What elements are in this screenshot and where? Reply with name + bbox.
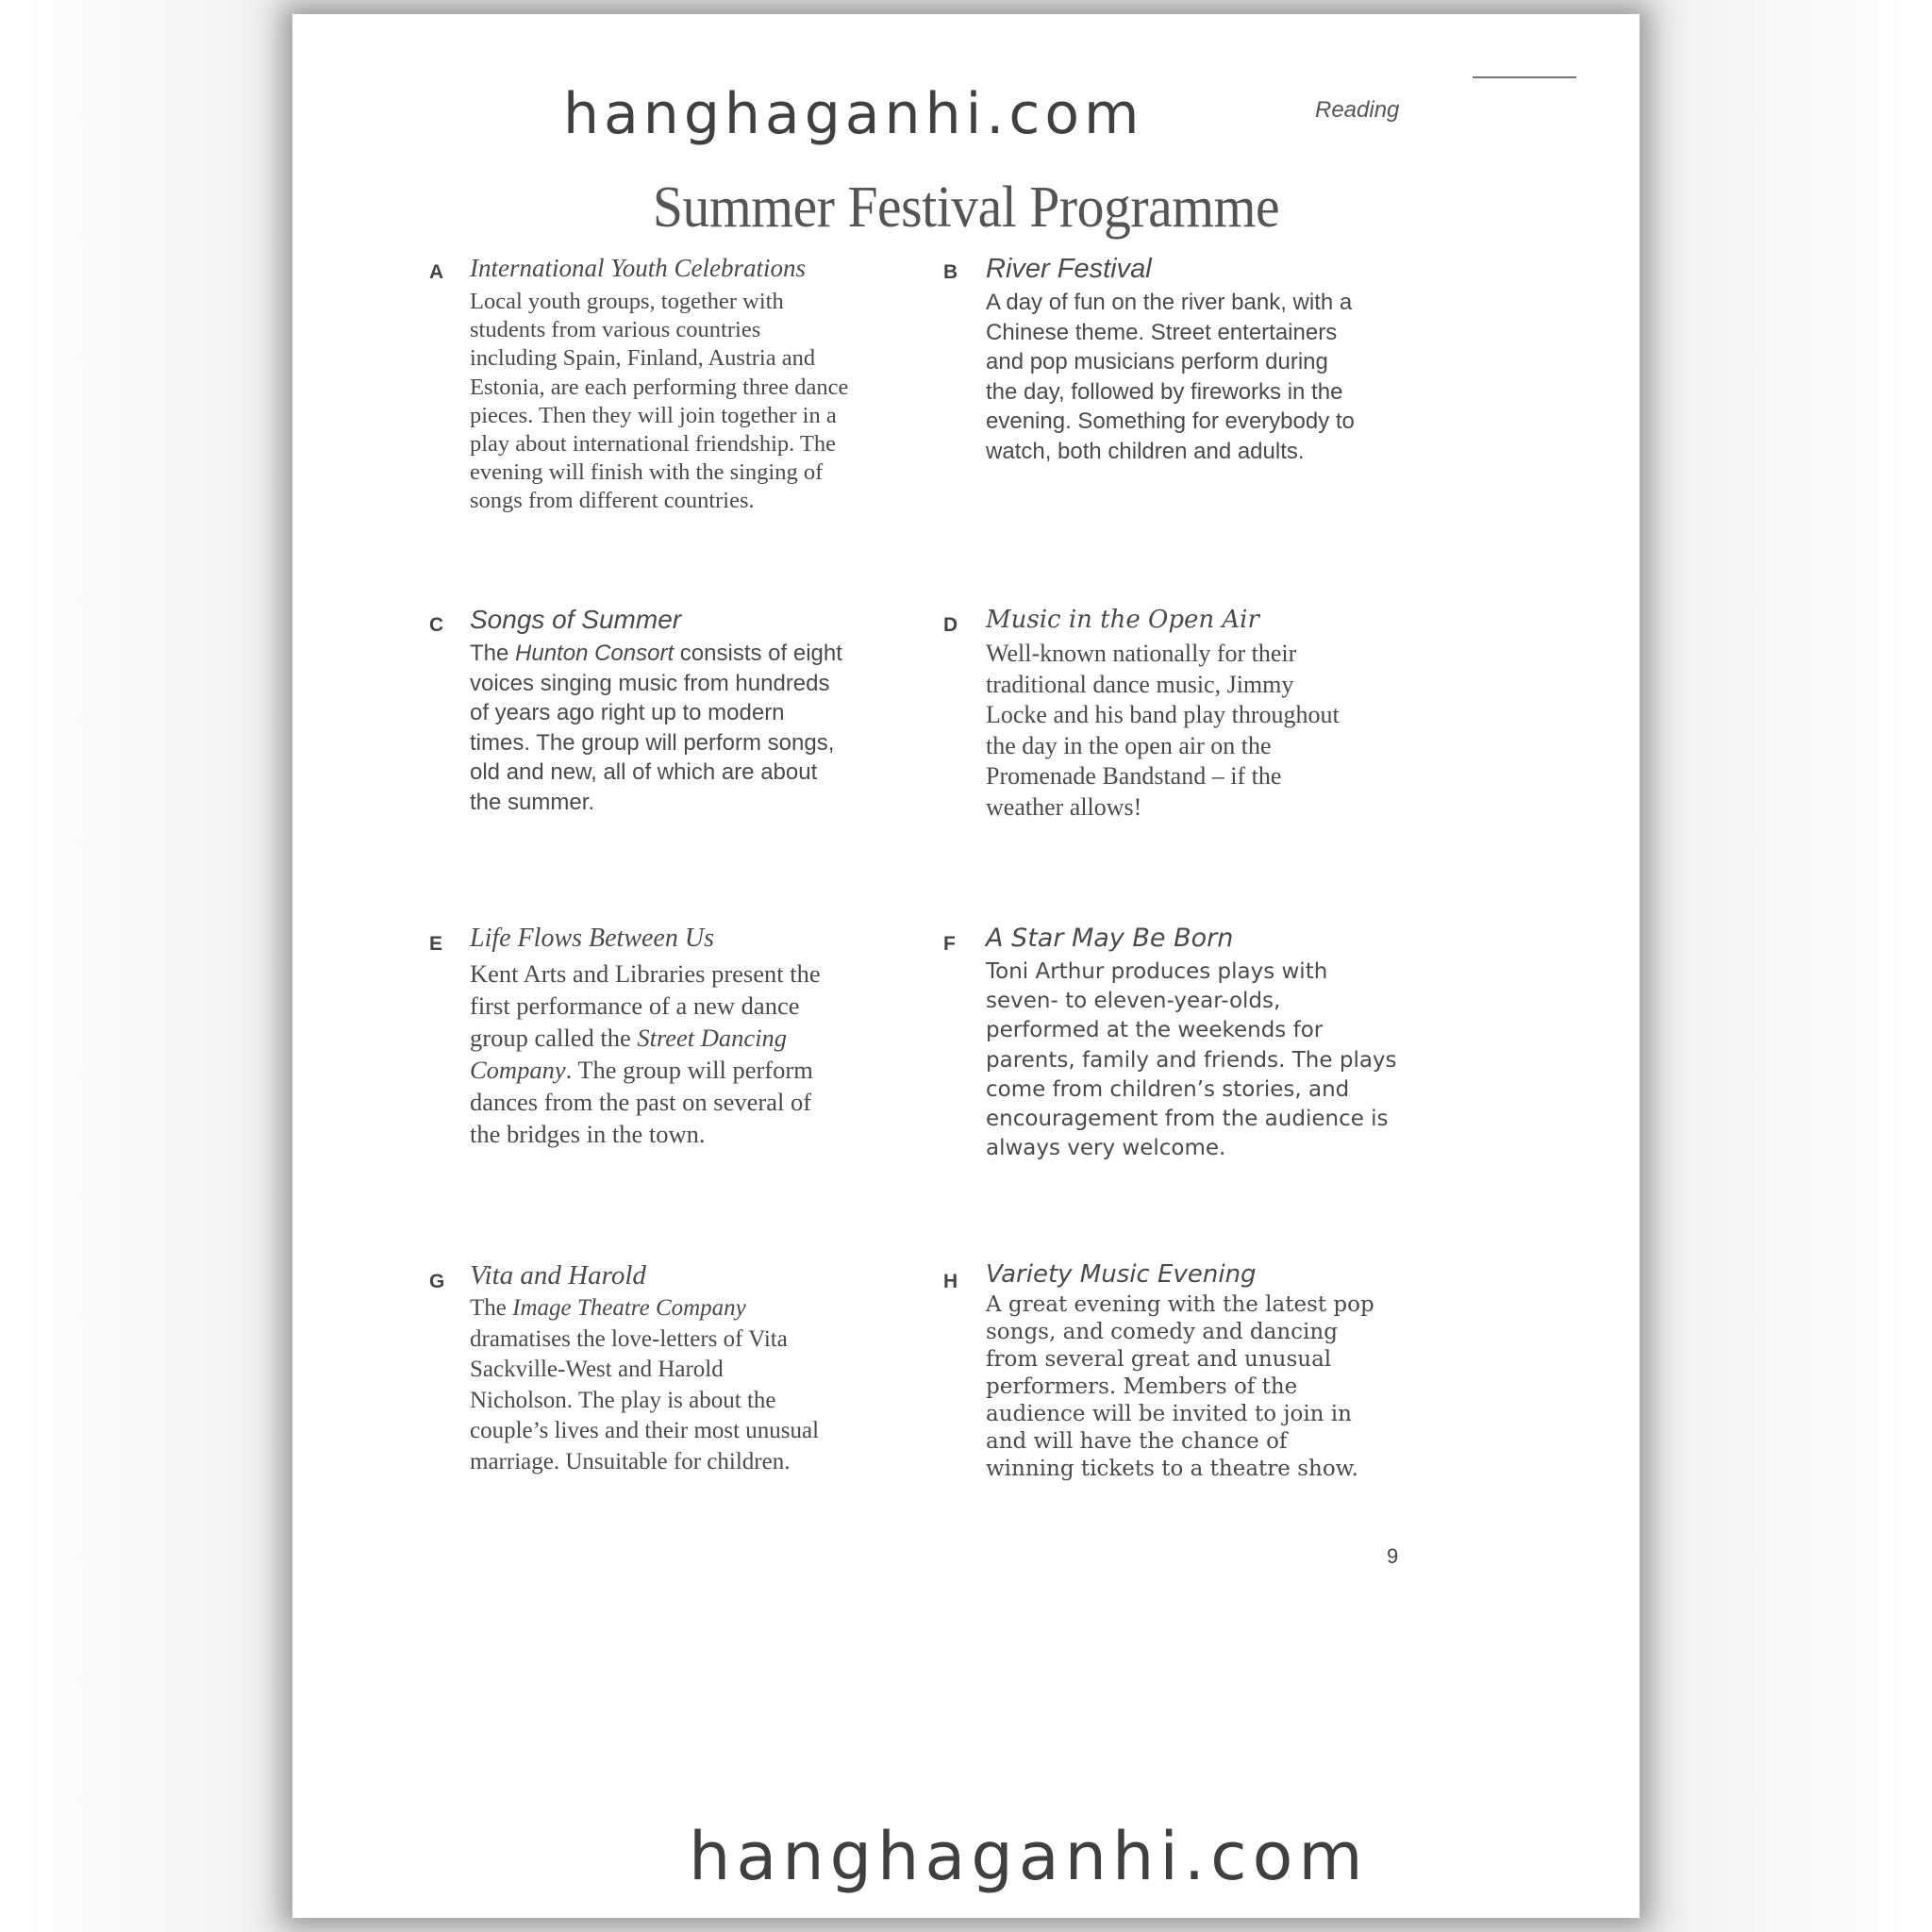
entry-letter-d: D [943, 614, 958, 636]
section-tag: Reading [1315, 97, 1400, 123]
entry-e [470, 922, 904, 1150]
entry-heading-g: Vita and Harold [470, 1260, 646, 1291]
entry-heading-d: Music in the Open Air [986, 606, 1259, 634]
entry-body-h: A great evening with the latest pop songs, and comedy and dancing from several great and unusual performers. Members of the audience will be invited to join in and will have the chance of winning tickets to a theatre show. [986, 1292, 1374, 1481]
page-number: 9 [1387, 1544, 1399, 1568]
entry-heading-h: Variety Music Evening [986, 1260, 1257, 1289]
entry-letter-h: H [943, 1271, 958, 1292]
entry-letter-b: B [943, 261, 958, 283]
entry-body-a: Local youth groups, together with students from various countries including Spain, Finland, Austria and Estonia, are each performing three dance pieces. Then they will join together in a play about international friendship. The evening will finish with the singing of songs from different countries. [470, 289, 849, 514]
watermark-top: hanghaganhi.com [563, 81, 1144, 147]
entry-f [986, 922, 1429, 1163]
entry-a [470, 252, 904, 516]
entry-heading-e: Life Flows Between Us [470, 924, 714, 953]
entry-c [470, 603, 904, 817]
entry-heading-f: A Star May Be Born [986, 924, 1234, 953]
entry-letter-a: A [429, 261, 444, 283]
entry-body-c: The Hunton Consort consists of eight voices singing music from hundreds of years ago right up to modern times. The group will perform songs, old and new, all of which are about the summer. [470, 641, 842, 815]
watermark-bottom: hanghaganhi.com [689, 1818, 1369, 1895]
entry-h [986, 1257, 1429, 1483]
entry-body-f: Toni Arthur produces plays with seven- to eleven-year-olds, performed at the weekends for parents, family and friends. The plays come from children’s stories, and encouragement from the audience is always very welcome. [986, 959, 1397, 1161]
entry-heading-c: Songs of Summer [470, 605, 682, 634]
page-title: Summer Festival Programme [652, 175, 1280, 240]
entry-body-b: A day of fun on the river bank, with a Chinese theme. Street entertainers and pop musicians perform during the day, followed by fireworks in the evening. Something for everybody to watch, both children and adults. [986, 290, 1355, 464]
entry-letter-f: F [943, 933, 956, 955]
entry-g [470, 1257, 904, 1478]
entry-body-e: Kent Arts and Libraries present the first performance of a new dance group called the Street Dancing Company. The group will perform dances from the past on several of the bridges in the town. [470, 959, 821, 1148]
entry-letter-g: G [429, 1271, 445, 1292]
entry-d [986, 603, 1429, 824]
entry-heading-a: International Youth Celebrations [470, 254, 807, 282]
entry-letter-c: C [429, 614, 444, 636]
entry-heading-b: River Festival [986, 254, 1152, 284]
entry-b [986, 252, 1429, 466]
document-page [292, 14, 1640, 1918]
entry-body-g: The Image Theatre Company dramatises the love-letters of Vita Sackville-West and Harold Nicholson. The play is about the couple’s lives and their most unusual marriage. Unsuitable for children. [470, 1295, 820, 1474]
header-rule [1473, 76, 1576, 78]
entry-body-d: Well-known nationally for their traditional dance music, Jimmy Locke and his band play throughout the day in the open air on the Promenade Bandstand – if the weather allows! [986, 640, 1340, 821]
entry-letter-e: E [429, 933, 443, 955]
